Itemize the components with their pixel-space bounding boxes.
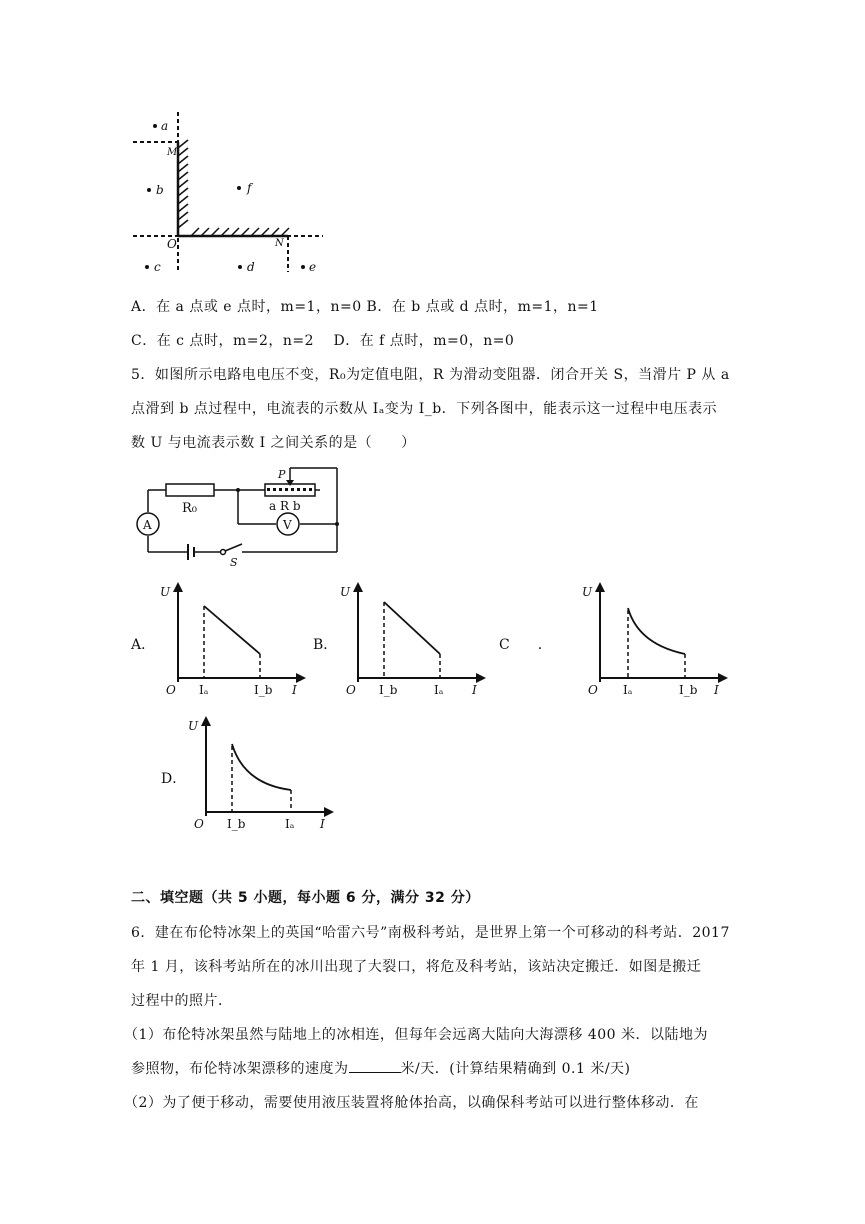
point-o-label: O (167, 237, 177, 251)
graph-a-tick-1: Iₐ (199, 683, 209, 697)
option-c-label: C ． (499, 637, 552, 653)
graph-c-origin-label: O (588, 683, 598, 697)
q6-sub1-suffix: 米/天．(计算结果精确到 0.1 米/天) (400, 1061, 631, 1077)
q4-option-line-1: A．在 a 点或 e 点时，m=1，n=0 B．在 b 点或 d 点时，m=1，n=1 (131, 299, 599, 315)
q5-line-3: 数 U 与电流表示数 I 之间关系的是（ ） (131, 435, 416, 451)
answer-blank[interactable] (349, 1060, 401, 1073)
r0-resistor (166, 484, 214, 496)
q6-sub1-line-1: （1）布伦特冰架虽然与陆地上的冰相连，但每年会远离大陆向大海漂移 400 米．以陆地为 (124, 1027, 709, 1043)
switch-label: S (230, 556, 238, 569)
option-d-label: D． (161, 771, 187, 787)
point-a-label: a (161, 119, 169, 133)
graph-a (160, 578, 310, 702)
graph-c-tick-2: I_b (679, 683, 698, 697)
q6-line-1: 6．建在布伦特冰架上的英国“哈雷六号”南极科考站，是世界上第一个可移动的科考站．2017 (131, 925, 730, 941)
point-b-label: b (156, 183, 164, 197)
point-d-label: d (247, 260, 255, 274)
option-b-label: B． (313, 637, 338, 653)
q6-line-3: 过程中的照片． (131, 993, 233, 1009)
graph-b-origin-label: O (346, 683, 356, 697)
q5-line-2: 点滑到 b 点过程中，电流表的示数从 Iₐ变为 I_b．下列各图中，能表示这一过程中电压表示 (131, 401, 718, 417)
graph-a-y-axis-label: U (160, 585, 171, 599)
rheostat-label: a R b (269, 499, 301, 513)
q6-sub1-prefix: 参照物，布伦特冰架漂移的速度为 (131, 1061, 349, 1077)
graph-d-y-axis-label: U (188, 719, 199, 733)
graph-a-origin-label: O (166, 683, 176, 697)
circuit-diagram (130, 460, 345, 570)
graph-b (340, 578, 490, 702)
graph-a-tick-2: I_b (254, 683, 273, 697)
graph-a-x-axis-label: I (292, 683, 297, 697)
point-m-label: M (167, 147, 178, 158)
graph-c-y-axis-label: U (582, 585, 593, 599)
q6-sub1-line-2 (131, 1058, 631, 1078)
graph-d-tick-2: Iₐ (285, 817, 295, 831)
graph-c-tick-1: Iₐ (623, 683, 633, 697)
section-2-title: 二、填空题（共 5 小题，每小题 6 分，满分 32 分） (131, 890, 480, 906)
r0-label: R₀ (182, 501, 197, 516)
graph-c-x-axis-label: I (714, 683, 719, 697)
point-c-label: c (154, 260, 161, 274)
graph-d-x-axis-label: I (320, 817, 325, 831)
slider-p-label: P (278, 468, 286, 481)
graph-d-tick-1: I_b (227, 817, 246, 831)
q5-line-1: 5．如图所示电路电电压不变，R₀为定值电阻，R 为滑动变阻器．闭合开关 S，当滑片 P 从 a (131, 367, 730, 383)
graph-c (582, 578, 732, 702)
q4-option-line-2: C．在 c 点时，m=2，n=2 D．在 f 点时，m=0，n=0 (131, 333, 515, 349)
option-a-label: A． (131, 637, 156, 653)
voltmeter-label: V (283, 518, 292, 532)
graph-b-x-axis-label: I (472, 683, 477, 697)
mirror-figure (133, 112, 333, 282)
graph-b-y-axis-label: U (340, 585, 351, 599)
point-f-label: f (247, 181, 252, 195)
ammeter-label: A (143, 518, 152, 532)
graph-b-tick-2: Iₐ (434, 683, 444, 697)
point-n-label: N (275, 238, 284, 249)
graph-d-origin-label: O (194, 817, 204, 831)
point-e-label: e (309, 260, 317, 274)
q6-line-2: 年 1 月，该科考站所在的冰川出现了大裂口，将危及科考站，该站决定搬迁．如图是搬迁 (131, 959, 702, 975)
graph-d (188, 712, 338, 836)
q6-sub2-line: （2）为了便于移动，需要使用液压装置将舱体抬高，以确保科考站可以进行整体移动．在 (124, 1095, 699, 1111)
graph-b-tick-1: I_b (379, 683, 398, 697)
